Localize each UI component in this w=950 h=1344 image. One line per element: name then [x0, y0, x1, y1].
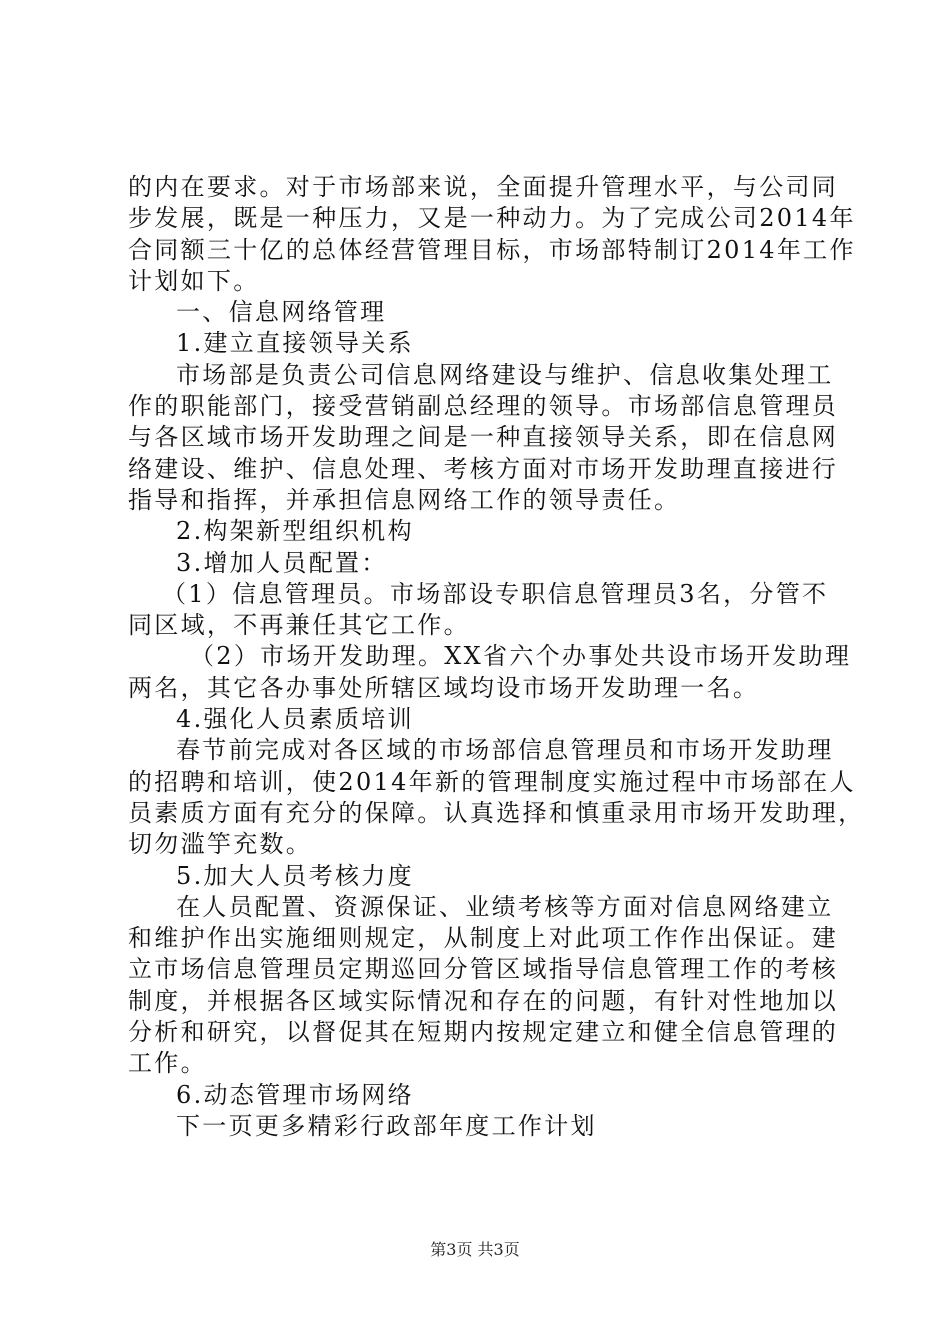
text-line: （1）信息管理员。市场部设专职信息管理员3名，分管不 [162, 579, 829, 608]
document-body [128, 172, 865, 1142]
text-line: 1.建立直接领导关系 [176, 329, 414, 358]
text-line: 工作。 [128, 1049, 207, 1078]
text-line: 下一页更多精彩行政部年度工作计划 [176, 1111, 597, 1140]
text-line: 与各区域市场开发助理之间是一种直接领导关系，即在信息网 [128, 423, 839, 452]
text-line: 计划如下。 [128, 266, 260, 295]
text-line: 2.构架新型组织机构 [176, 517, 414, 546]
text-line: 春节前完成对各区域的市场部信息管理员和市场开发助理 [176, 736, 834, 765]
text-line: 制度，并根据各区域实际情况和存在的问题，有针对性地加以 [128, 986, 839, 1015]
text-line: 和维护作出实施细则规定，从制度上对此项工作作出保证。建 [128, 924, 839, 953]
text-line: 合同额三十亿的总体经营管理目标，市场部特制订2014年工作 [128, 235, 856, 264]
text-line: 两名，其它各办事处所辖区域均设市场开发助理一名。 [128, 673, 760, 702]
text-line: 的招聘和培训，使2014年新的管理制度实施过程中市场部在人 [128, 767, 856, 796]
text-line: 立市场信息管理员定期巡回分管区域指导信息管理工作的考核 [128, 955, 839, 984]
text-line: 步发展，既是一种压力，又是一种动力。为了完成公司2014年 [128, 204, 856, 233]
page-footer: 第3页 共3页 [430, 1240, 520, 1259]
text-line: 5.加大人员考核力度 [176, 861, 414, 890]
text-line: 6.动态管理市场网络 [176, 1080, 414, 1109]
text-line: 络建设、维护、信息处理、考核方面对市场开发助理直接进行 [128, 454, 839, 483]
text-line: 在人员配置、资源保证、业绩考核等方面对信息网络建立 [176, 892, 834, 921]
text-line: 4.强化人员素质培训 [176, 705, 414, 734]
text-line: 3.增加人员配置： [176, 548, 388, 577]
text-line: 指导和指挥，并承担信息网络工作的领导责任。 [128, 485, 681, 514]
text-line: 市场部是负责公司信息网络建设与维护、信息收集处理工 [176, 360, 834, 389]
text-line: 分析和研究，以督促其在短期内按规定建立和健全信息管理的 [128, 1018, 839, 1047]
text-line: 作的职能部门，接受营销副总经理的领导。市场部信息管理员 [128, 392, 839, 421]
text-line: （2）市场开发助理。XX省六个办事处共设市场开发助理 [190, 642, 852, 671]
text-line: 的内在要求。对于市场部来说，全面提升管理水平，与公司同 [128, 173, 839, 201]
text-line: 员素质方面有充分的保障。认真选择和慎重录用市场开发助理， [128, 798, 865, 827]
text-line: 切勿滥竽充数。 [128, 830, 313, 859]
text-line: 同区域，不再兼任其它工作。 [128, 611, 470, 640]
text-line: 一、信息网络管理 [176, 298, 387, 327]
